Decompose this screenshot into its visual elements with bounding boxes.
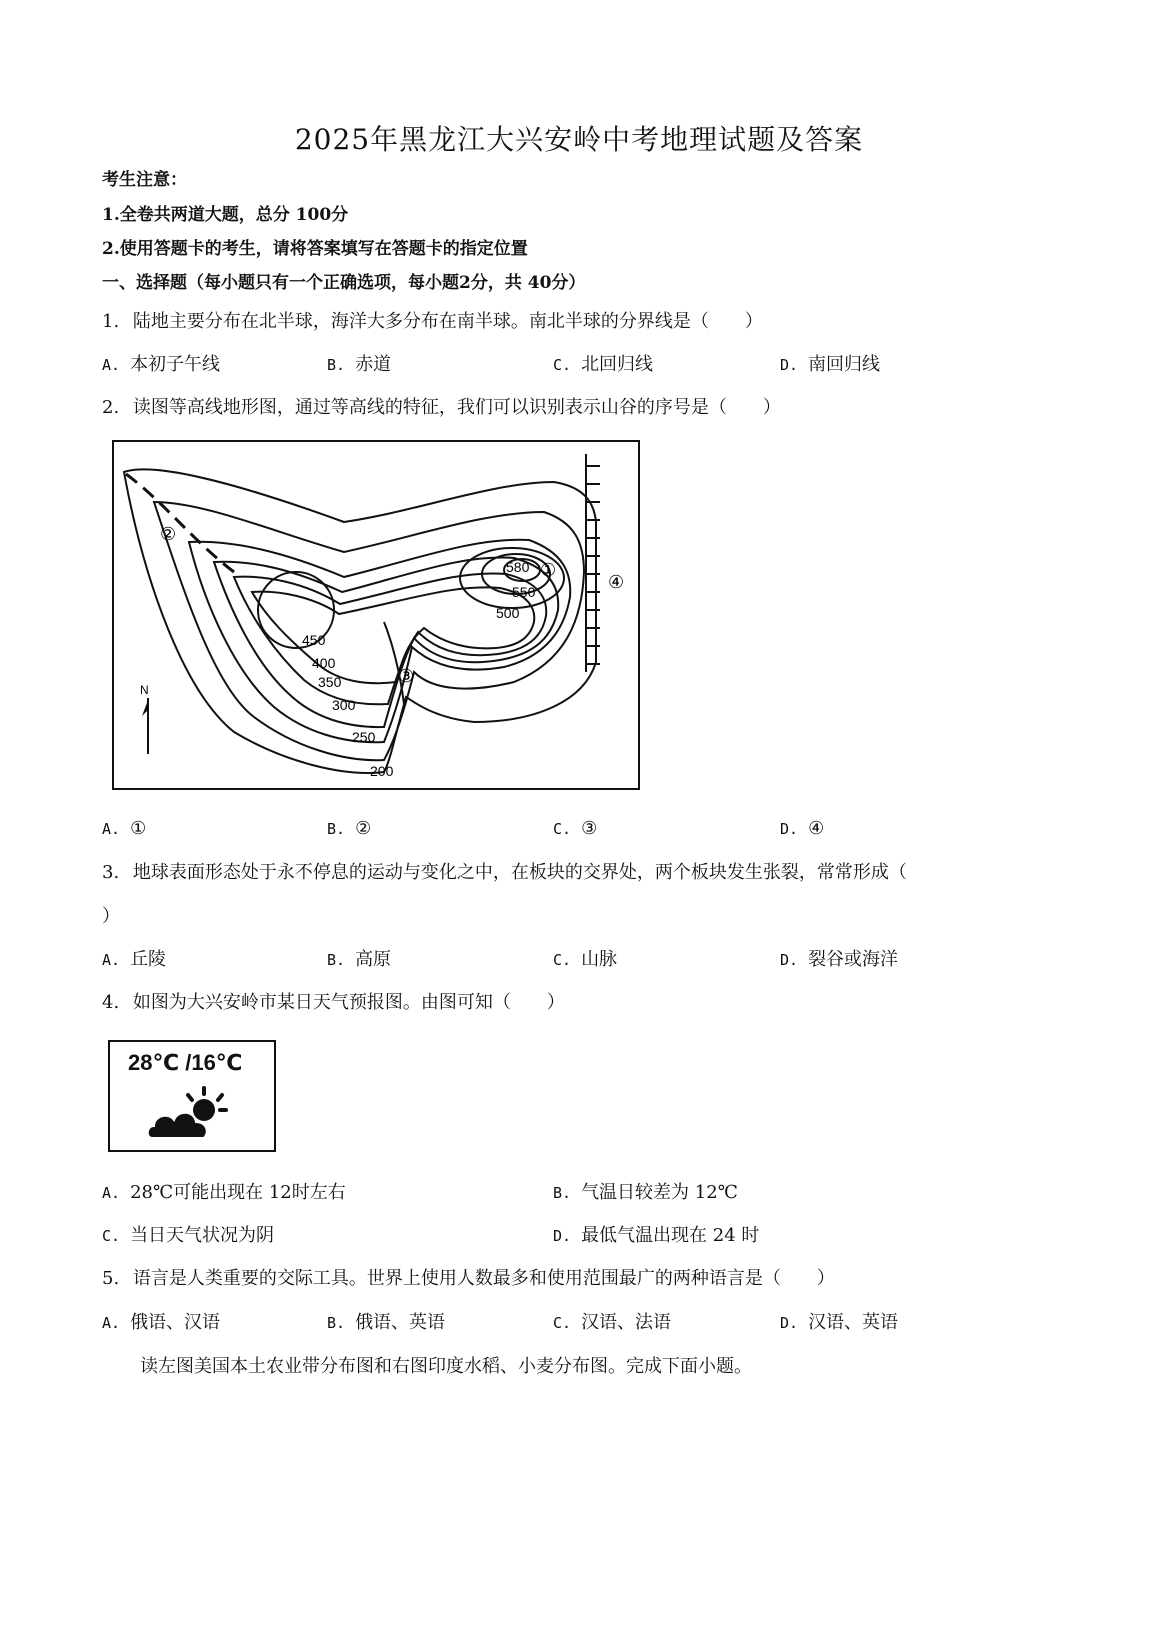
question-1 xyxy=(102,307,763,333)
option-a[interactable]: A. 本初子午线 xyxy=(102,354,221,375)
question-2 xyxy=(102,393,781,419)
option-a[interactable]: A. 俄语、汉语 xyxy=(102,1312,221,1333)
contour-label: 250 xyxy=(352,729,376,745)
option-c[interactable]: C. 汉语、法语 xyxy=(553,1312,672,1333)
option-b[interactable]: B. 气温日较差为 12℃ xyxy=(553,1182,738,1203)
intro-paragraph: 读左图美国本土农业带分布图和右图印度水稻、小麦分布图。完成下面小题。 xyxy=(140,1356,752,1377)
marker-2: ② xyxy=(160,524,177,544)
weather-temps: 28℃ /16℃ xyxy=(128,1050,243,1075)
question-text: 读图等高线地形图，通过等高线的特征，我们可以识别表示山谷的序号是（ ） xyxy=(132,397,781,418)
option-d[interactable]: D. 最低气温出现在 24 时 xyxy=(553,1225,760,1246)
option-b[interactable]: B. ② xyxy=(327,818,372,839)
weather-card xyxy=(108,1040,276,1152)
question-number: 3. xyxy=(102,862,120,883)
question-text: 地球表面形态处于永不停息的运动与变化之中，在板块的交界处，两个板块发生张裂，常常形成（ xyxy=(132,862,907,883)
question-5 xyxy=(102,1264,835,1290)
option-b[interactable]: B. 高原 xyxy=(327,949,392,970)
marker-3: ③ xyxy=(398,666,415,686)
option-b[interactable]: B. 俄语、英语 xyxy=(327,1312,446,1333)
question-text: 如图为大兴安岭市某日天气预报图。由图可知（ ） xyxy=(132,992,565,1013)
option-d[interactable]: D. 裂谷或海洋 xyxy=(780,949,899,970)
contour-label: 400 xyxy=(312,655,336,671)
option-c[interactable]: C. 北回归线 xyxy=(553,354,654,375)
option-c[interactable]: C. 当日天气状况为阴 xyxy=(102,1225,275,1246)
question-3 xyxy=(102,858,907,884)
contour-label: 300 xyxy=(332,697,356,713)
contour-map-figure xyxy=(112,440,640,790)
question-number: 1. xyxy=(102,311,120,332)
option-d[interactable]: D. ④ xyxy=(780,818,825,839)
contour-label: 450 xyxy=(302,632,326,648)
notice-item: 1.全卷共两道大题，总分 100分 xyxy=(102,205,349,225)
question-number: 5. xyxy=(102,1268,120,1289)
page-title: 2025年黑龙江大兴安岭中考地理试题及答案 xyxy=(294,123,864,156)
option-c[interactable]: C. ③ xyxy=(553,818,598,839)
contour-map xyxy=(114,442,638,788)
marker-1: ① xyxy=(540,560,557,580)
question-text: 语言是人类重要的交际工具。世界上使用人数最多和使用范围最广的两种语言是（ ） xyxy=(132,1268,835,1289)
partly-cloudy-icon xyxy=(146,1082,236,1144)
contour-label: 200 xyxy=(370,763,394,779)
question-number: 4. xyxy=(102,992,120,1013)
question-text-cont: ） xyxy=(102,906,120,927)
question-number: 2. xyxy=(102,397,120,418)
section-heading: 一、选择题（每小题只有一个正确选项，每小题2分，共 40分） xyxy=(102,273,586,293)
question-text: 陆地主要分布在北半球，海洋大多分布在南半球。南北半球的分界线是（ ） xyxy=(132,311,763,332)
contour-label: 350 xyxy=(318,674,342,690)
notice-heading: 考生注意： xyxy=(102,170,187,190)
option-a[interactable]: A. 丘陵 xyxy=(102,949,167,970)
option-b[interactable]: B. 赤道 xyxy=(327,354,392,375)
option-d[interactable]: D. 南回归线 xyxy=(780,354,881,375)
option-a[interactable]: A. ① xyxy=(102,818,147,839)
marker-4: ④ xyxy=(608,572,625,592)
north-label: N xyxy=(140,683,149,697)
contour-label: 580 xyxy=(506,559,530,575)
question-4 xyxy=(102,988,565,1014)
option-d[interactable]: D. 汉语、英语 xyxy=(780,1312,899,1333)
contour-label: 500 xyxy=(496,605,520,621)
option-a[interactable]: A. 28℃可能出现在 12时左右 xyxy=(102,1182,346,1203)
contour-label: 550 xyxy=(512,584,536,600)
notice-item: 2.使用答题卡的考生，请将答案填写在答题卡的指定位置 xyxy=(102,239,528,259)
option-c[interactable]: C. 山脉 xyxy=(553,949,618,970)
